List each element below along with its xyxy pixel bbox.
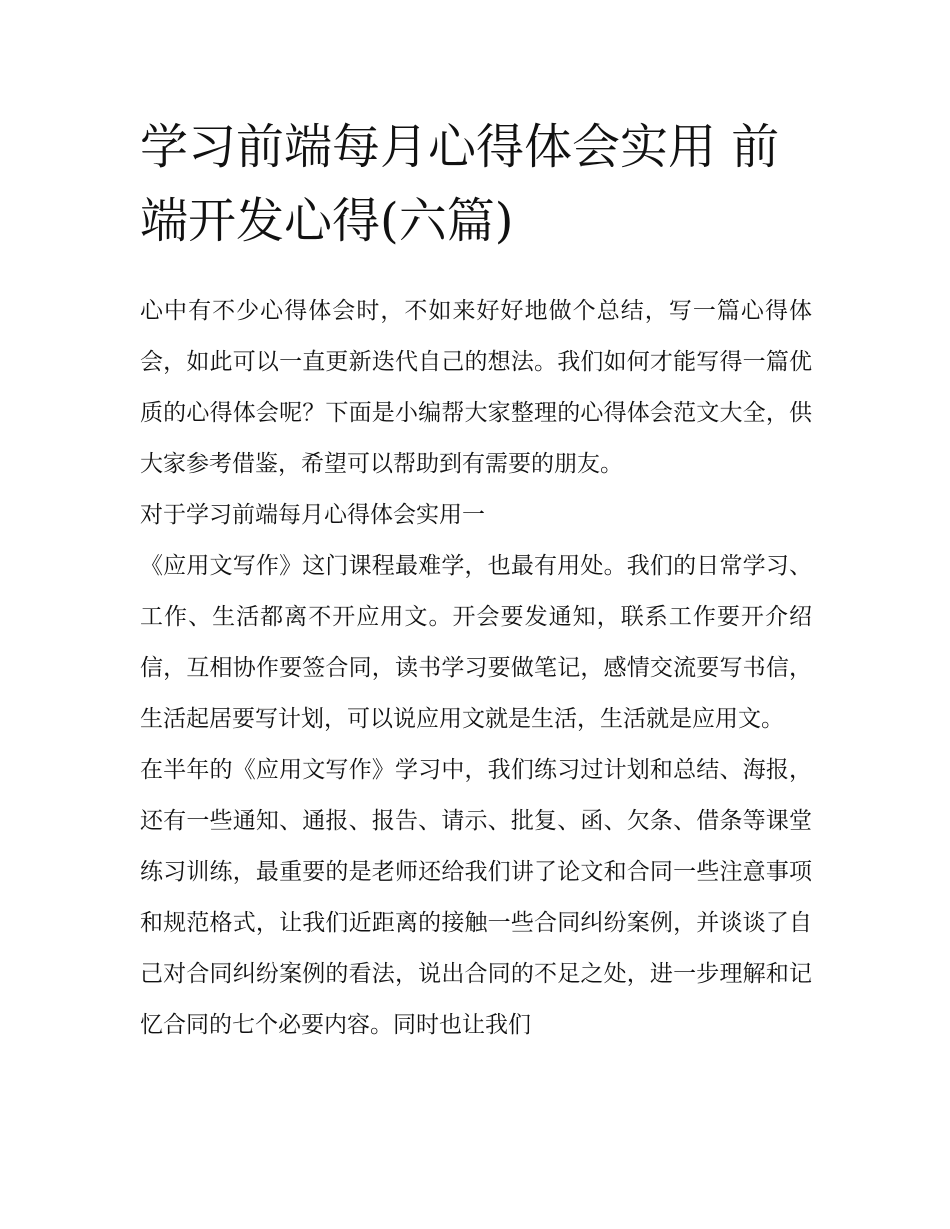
body-paragraph-2: 在半年的《应用文写作》学习中，我们练习过计划和总结、海报，还有一些通知、通报、报告、请示、批复、函、欠条、借条等课堂练习训练，最重要的是老师还给我们讲了论文和合同一些注意事项和规范格式，让我们近距离的接触一些合同纠纷案例，并谈谈了自己对合同纠纷案例的看法，说出合同的不足之处，进一步理解和记忆合同的七个必要内容。同时也让我们 [140,757,812,1038]
document-title: 学习前端每月心得体会实用 前端开发心得(六篇) [140,119,780,249]
body-paragraph-1: 《应用文写作》这门课程最难学，也最有用处。我们的日常学习、工作、生活都离不开应用文。开会要发通知，联系工作要开介绍信，互相协作要签合同，读书学习要做笔记，感情交流要写书信，生活起居要写计划，可以说应用文就是生活，生活就是应用文。 [140,553,812,732]
intro-paragraph: 心中有不少心得体会时，不如来好好地做个总结，写一篇心得体会，如此可以一直更新迭代自己的想法。我们如何才能写得一篇优质的心得体会呢？下面是小编帮大家整理的心得体会范文大全，供大家参考借鉴，希望可以帮助到有需要的朋友。 [140,298,812,477]
section-heading: 对于学习前端每月心得体会实用一 [140,502,485,528]
document-page [140,110,812,1051]
